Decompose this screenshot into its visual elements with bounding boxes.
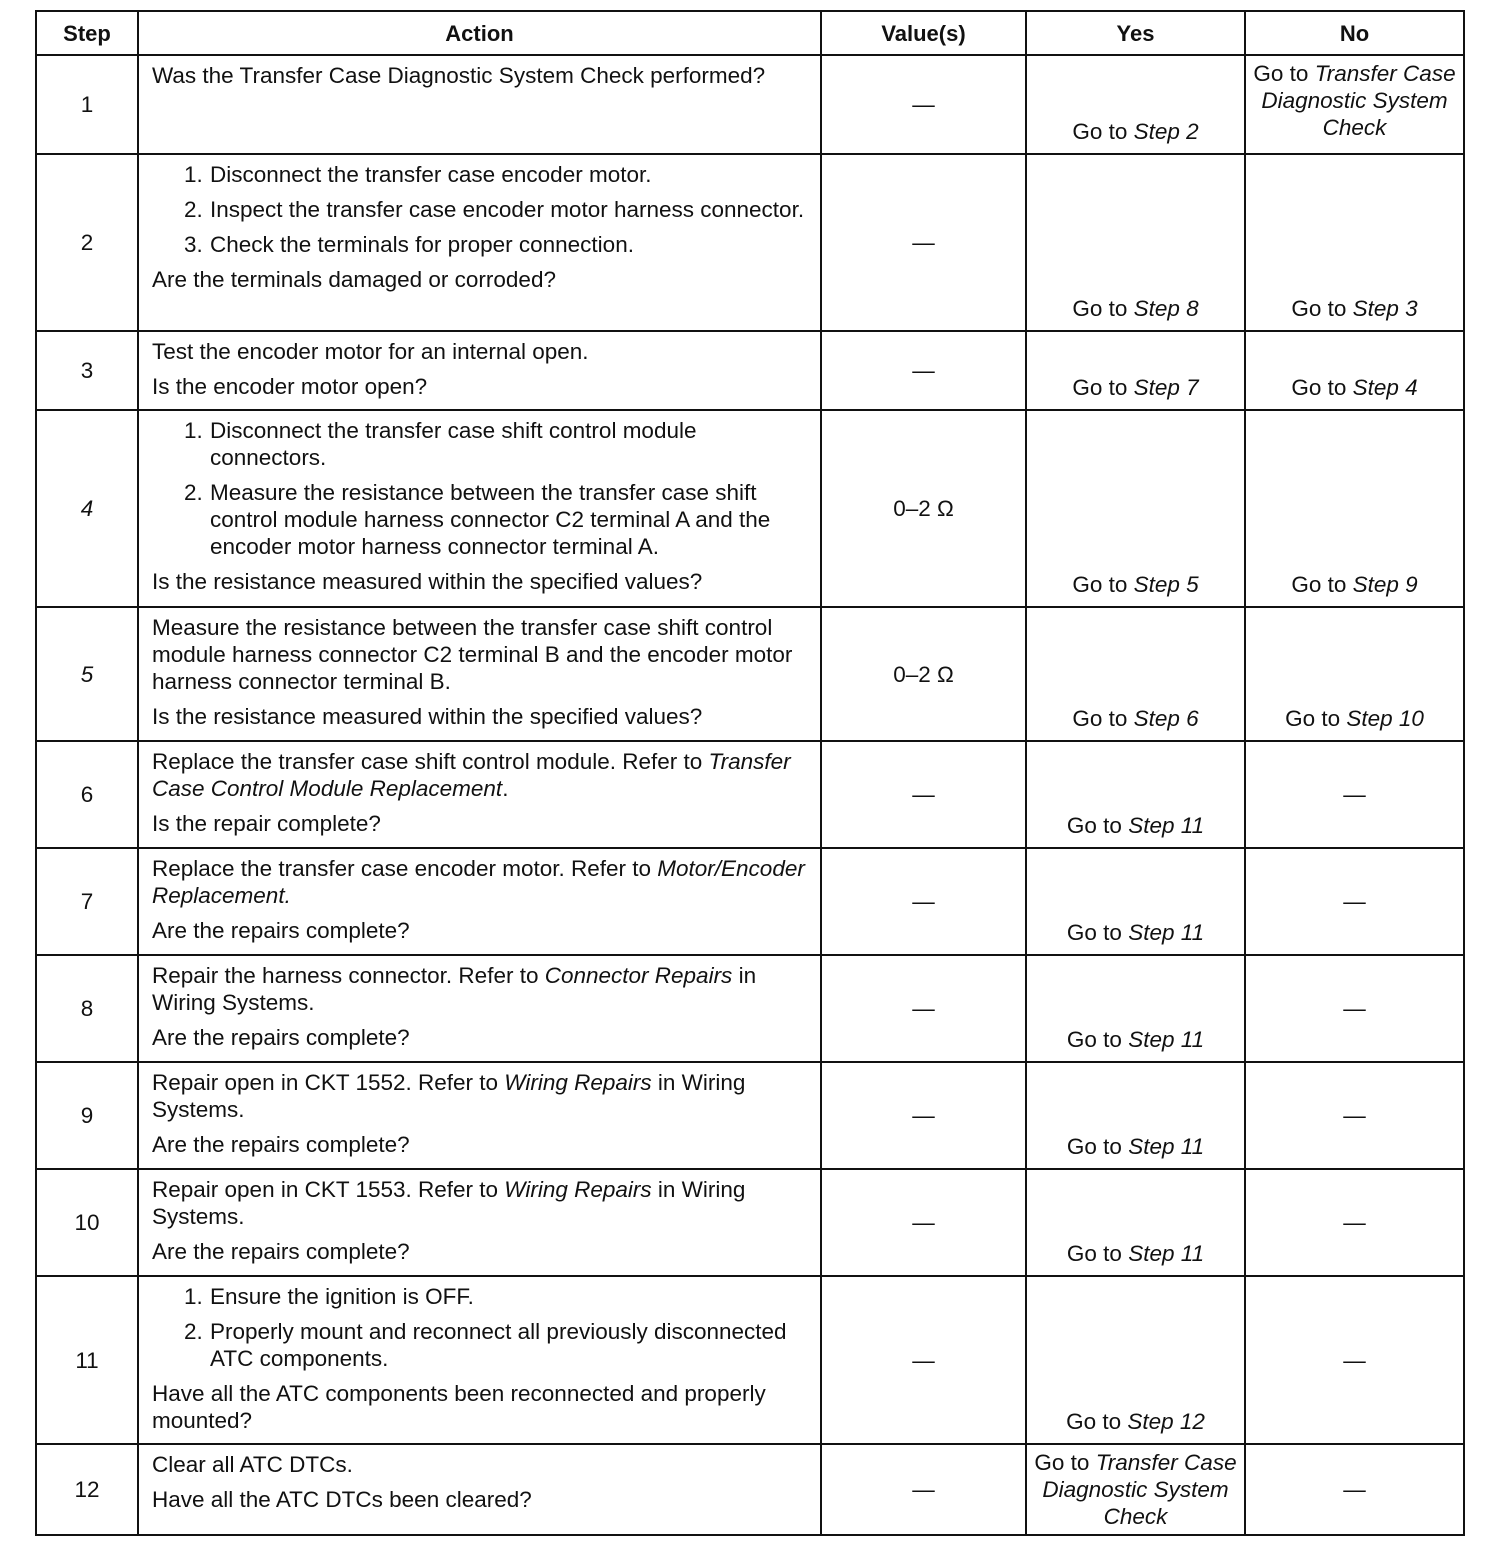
step-ref-link[interactable]: Step 11 <box>1128 1241 1205 1266</box>
question-text: Are the repairs complete? <box>152 1132 410 1157</box>
go-to-label: Go to <box>1072 706 1134 731</box>
action-list-item: 1. Ensure the ignition is OFF. <box>209 1283 810 1310</box>
value-cell: — <box>821 1169 1026 1276</box>
yes-cell <box>1026 955 1245 1062</box>
step-ref-link[interactable]: Step 10 <box>1346 706 1424 731</box>
go-to-label: Go to <box>1291 375 1353 400</box>
action-cell <box>138 55 821 154</box>
header-yes: Yes <box>1026 11 1245 55</box>
yes-cell <box>1026 1276 1245 1444</box>
action-list-item: 2. Inspect the transfer case encoder motor harness connector. <box>209 196 810 223</box>
value-cell: — <box>821 741 1026 848</box>
go-to-label: Go to <box>1066 1134 1129 1159</box>
action-text: Clear all ATC DTCs. <box>152 1452 353 1477</box>
no-cell: — <box>1245 741 1464 848</box>
action-list-item: 1. Disconnect the transfer case shift control module connectors. <box>209 417 810 471</box>
table-row <box>36 848 1464 955</box>
table-row <box>36 607 1464 741</box>
header-action: Action <box>138 11 821 55</box>
question-text: Are the terminals damaged or corroded? <box>152 267 556 292</box>
action-text-part: Repair open in CKT 1553. Refer to <box>152 1177 505 1202</box>
value-cell: 0–2 Ω <box>821 410 1026 607</box>
step-ref-link[interactable]: Step 4 <box>1352 375 1418 400</box>
table-row <box>36 1276 1464 1444</box>
no-cell <box>1245 154 1464 331</box>
value-cell: — <box>821 154 1026 331</box>
header-values: Value(s) <box>821 11 1026 55</box>
go-to-label: Go to <box>1072 119 1134 144</box>
action-cell <box>138 1169 821 1276</box>
question-text: Are the repairs complete? <box>152 1025 410 1050</box>
table-row <box>36 1169 1464 1276</box>
step-number: 10 <box>36 1169 138 1276</box>
action-text-part: Repair open in CKT 1552. Refer to <box>152 1070 505 1095</box>
action-list-item: 2. Measure the resistance between the transfer case shift control module harness connector C2 terminal A and the encoder motor harness connector terminal A. <box>209 479 810 560</box>
question-text: Have all the ATC components been reconnected and properly mounted? <box>152 1381 766 1433</box>
action-text <box>152 1176 810 1230</box>
value-cell: — <box>821 1276 1026 1444</box>
action-list-item: 3. Check the terminals for proper connection. <box>209 231 810 258</box>
step-number: 9 <box>36 1062 138 1169</box>
step-ref-link[interactable]: Step 5 <box>1133 572 1199 597</box>
question-text: Is the encoder motor open? <box>152 374 428 399</box>
question-text: Is the resistance measured within the specified values? <box>152 704 703 729</box>
no-cell: — <box>1245 955 1464 1062</box>
question-text: Is the resistance measured within the specified values? <box>152 569 703 594</box>
table-row <box>36 1444 1464 1535</box>
action-text-part: in Wiring Systems. <box>152 1070 746 1122</box>
action-cell <box>138 1276 821 1444</box>
system-check-link[interactable]: Transfer Case Diagnostic System Check <box>1042 1450 1237 1529</box>
question-text: Have all the ATC DTCs been cleared? <box>152 1487 532 1512</box>
action-text <box>152 962 810 1016</box>
action-text-part: . <box>502 776 509 801</box>
go-to-label: Go to <box>1034 1450 1096 1475</box>
value-cell: — <box>821 955 1026 1062</box>
step-ref-link[interactable]: Step 11 <box>1128 1027 1205 1052</box>
action-cell <box>138 607 821 741</box>
table-row <box>36 410 1464 607</box>
value-cell: — <box>821 1062 1026 1169</box>
no-cell <box>1245 410 1464 607</box>
question-text: Was the Transfer Case Diagnostic System Check performed? <box>152 63 766 88</box>
step-ref-link[interactable]: Step 7 <box>1133 375 1199 400</box>
step-number: 4 <box>36 410 138 607</box>
action-text <box>152 748 810 802</box>
yes-cell <box>1026 1169 1245 1276</box>
procedure-ref-link[interactable]: Transfer Case Control Module Replacement <box>152 749 791 801</box>
action-text <box>152 855 810 909</box>
step-number: 2 <box>36 154 138 331</box>
action-cell <box>138 1444 821 1535</box>
diagnostic-table <box>35 10 1465 1536</box>
value-cell: — <box>821 1444 1026 1535</box>
step-number: 1 <box>36 55 138 154</box>
action-cell <box>138 154 821 331</box>
go-to-label: Go to <box>1072 375 1134 400</box>
yes-cell <box>1026 1062 1245 1169</box>
table-row <box>36 741 1464 848</box>
go-to-label: Go to <box>1072 572 1134 597</box>
action-text <box>152 1069 810 1123</box>
action-cell <box>138 955 821 1062</box>
step-ref-link[interactable]: Step 11 <box>1128 813 1205 838</box>
no-cell: — <box>1245 848 1464 955</box>
no-cell: — <box>1245 1062 1464 1169</box>
action-cell <box>138 331 821 410</box>
step-ref-link[interactable]: Step 6 <box>1133 706 1199 731</box>
yes-cell <box>1026 607 1245 741</box>
system-check-link[interactable]: Transfer Case Diagnostic System Check <box>1261 61 1456 140</box>
action-text-part: Replace the transfer case shift control module. Refer to <box>152 749 709 774</box>
table-row <box>36 331 1464 410</box>
step-ref-link[interactable]: Step 9 <box>1352 572 1418 597</box>
action-list-item: 1. Disconnect the transfer case encoder motor. <box>209 161 810 188</box>
step-ref-link[interactable]: Step 2 <box>1133 119 1199 144</box>
action-list <box>152 161 810 258</box>
yes-cell <box>1026 410 1245 607</box>
action-list <box>152 417 810 560</box>
step-number: 8 <box>36 955 138 1062</box>
go-to-label: Go to <box>1066 920 1129 945</box>
yes-cell <box>1026 331 1245 410</box>
go-to-label: Go to <box>1066 813 1129 838</box>
table-row <box>36 955 1464 1062</box>
procedure-ref-link[interactable]: Connector Repairs <box>544 963 733 988</box>
step-ref-link[interactable]: Step 8 <box>1133 296 1199 321</box>
action-text-part: in Wiring Systems. <box>152 1177 746 1229</box>
action-text-part: Repair the harness connector. Refer to <box>152 963 545 988</box>
yes-cell <box>1026 55 1245 154</box>
yes-cell <box>1026 1444 1245 1535</box>
go-to-label: Go to <box>1066 1027 1129 1052</box>
action-cell <box>138 1062 821 1169</box>
step-ref-link[interactable]: Step 11 <box>1128 920 1205 945</box>
no-cell: — <box>1245 1276 1464 1444</box>
action-cell <box>138 741 821 848</box>
value-cell: — <box>821 848 1026 955</box>
action-cell <box>138 410 821 607</box>
value-cell: — <box>821 331 1026 410</box>
go-to-label: Go to <box>1291 296 1353 321</box>
header-step: Step <box>36 11 138 55</box>
no-cell <box>1245 607 1464 741</box>
go-to-label: Go to <box>1253 61 1315 86</box>
go-to-label: Go to <box>1285 706 1347 731</box>
header-row <box>36 11 1464 55</box>
header-no: No <box>1245 11 1464 55</box>
action-list-item: 2. Properly mount and reconnect all previously disconnected ATC components. <box>209 1318 810 1372</box>
step-ref-link[interactable]: Step 3 <box>1352 296 1418 321</box>
no-cell <box>1245 331 1464 410</box>
no-cell: — <box>1245 1444 1464 1535</box>
procedure-ref-link[interactable]: Wiring Repairs <box>504 1070 652 1095</box>
step-number: 3 <box>36 331 138 410</box>
go-to-label: Go to <box>1066 1241 1129 1266</box>
action-list <box>152 1283 810 1372</box>
procedure-ref-link[interactable]: Motor/Encoder Replacement. <box>152 856 805 908</box>
table-row <box>36 154 1464 331</box>
question-text: Are the repairs complete? <box>152 1239 410 1264</box>
go-to-label: Go to <box>1066 1409 1128 1434</box>
step-number: 6 <box>36 741 138 848</box>
value-cell: 0–2 Ω <box>821 607 1026 741</box>
step-number: 7 <box>36 848 138 955</box>
value-cell: — <box>821 55 1026 154</box>
step-number: 12 <box>36 1444 138 1535</box>
go-to-label: Go to <box>1072 296 1134 321</box>
step-ref-link[interactable]: Step 12 <box>1127 1409 1205 1434</box>
yes-cell <box>1026 848 1245 955</box>
no-cell <box>1245 55 1464 154</box>
no-cell: — <box>1245 1169 1464 1276</box>
step-number: 5 <box>36 607 138 741</box>
step-ref-link[interactable]: Step 11 <box>1128 1134 1205 1159</box>
action-cell <box>138 848 821 955</box>
action-text-part: in Wiring Systems. <box>152 963 757 1015</box>
procedure-ref-link[interactable]: Wiring Repairs <box>504 1177 652 1202</box>
yes-cell <box>1026 741 1245 848</box>
action-text: Measure the resistance between the transfer case shift control module harness connector C2 terminal B and the encoder motor harness connector terminal B. <box>152 615 793 694</box>
yes-cell <box>1026 154 1245 331</box>
go-to-label: Go to <box>1291 572 1353 597</box>
step-number: 11 <box>36 1276 138 1444</box>
table-row <box>36 1062 1464 1169</box>
action-text: Test the encoder motor for an internal open. <box>152 339 589 364</box>
question-text: Is the repair complete? <box>152 811 381 836</box>
table-row <box>36 55 1464 154</box>
question-text: Are the repairs complete? <box>152 918 410 943</box>
action-text-part: Replace the transfer case encoder motor. Refer to <box>152 856 658 881</box>
